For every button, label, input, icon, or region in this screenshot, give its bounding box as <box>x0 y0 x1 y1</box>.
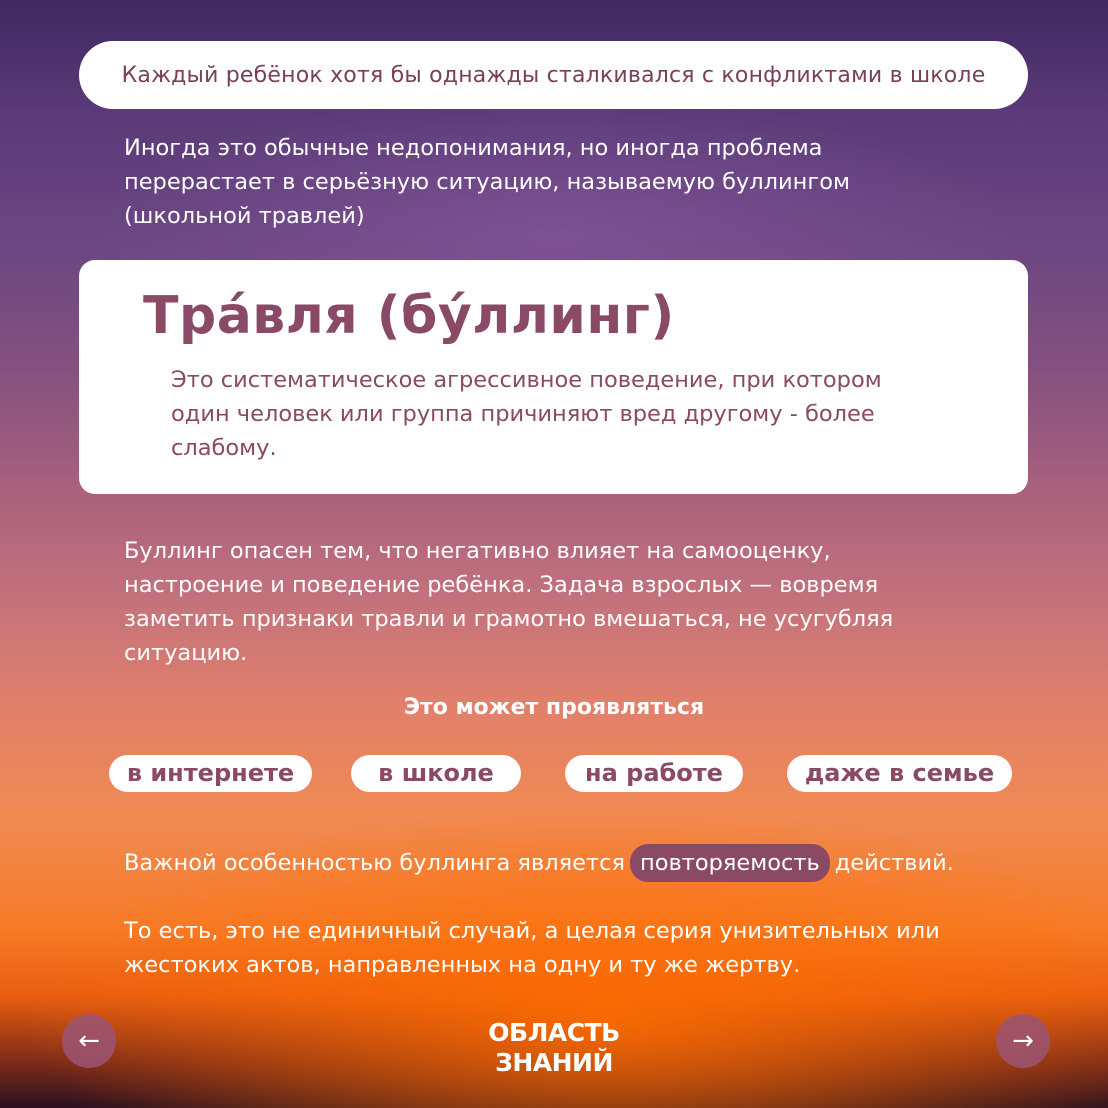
explanation-text: То есть, это не единичный случай, а целая серия унизительных или жестоких актов, направленных на одну и ту же жертву. <box>124 918 940 978</box>
header-pill-text: Каждый ребёнок хотя бы однажды сталкивался с конфликтами в школе <box>121 62 986 88</box>
tag-family: даже в семье <box>787 755 1012 792</box>
brand-logo <box>454 1018 654 1078</box>
feature-text-after: действий. <box>834 850 954 876</box>
feature-text-before: Важной особенностью буллинга является <box>124 850 625 876</box>
intro-text: Иногда это обычные недопонимания, но иногда проблема перерастает в серьёзную ситуацию, называемую буллингом (школьной травлей) <box>124 135 850 229</box>
definition-text: Это систематическое агрессивное поведение, при котором один человек или группа причиняют вред другому - более слабому. <box>171 367 882 461</box>
danger-text: Буллинг опасен тем, что негативно влияет на самооценку, настроение и поведение ребёнка. Задача взрослых — вовремя заметить признаки травли и грамотно вмешаться, не усугубляя ситуацию. <box>124 538 894 666</box>
manifest-heading: Это может проявляться <box>403 695 705 720</box>
tag-work: на работе <box>565 755 743 792</box>
next-button[interactable] <box>996 1014 1050 1068</box>
prev-button[interactable] <box>62 1014 116 1068</box>
feature-line <box>124 845 954 881</box>
arrow-left-icon: ← <box>78 1026 100 1056</box>
definition-title: Тра́вля (бу́ллинг) <box>143 286 675 346</box>
logo-line-2: ЗНАНИЙ <box>495 1048 613 1077</box>
arrow-right-icon: → <box>1012 1026 1034 1056</box>
header-pill <box>79 41 1028 109</box>
logo-line-1: ОБЛАСТЬ <box>488 1018 620 1047</box>
definition-card <box>79 260 1028 494</box>
tag-internet: в интернете <box>109 755 312 792</box>
tag-school: в школе <box>351 755 521 792</box>
feature-highlight-badge: повторяемость <box>630 844 830 882</box>
